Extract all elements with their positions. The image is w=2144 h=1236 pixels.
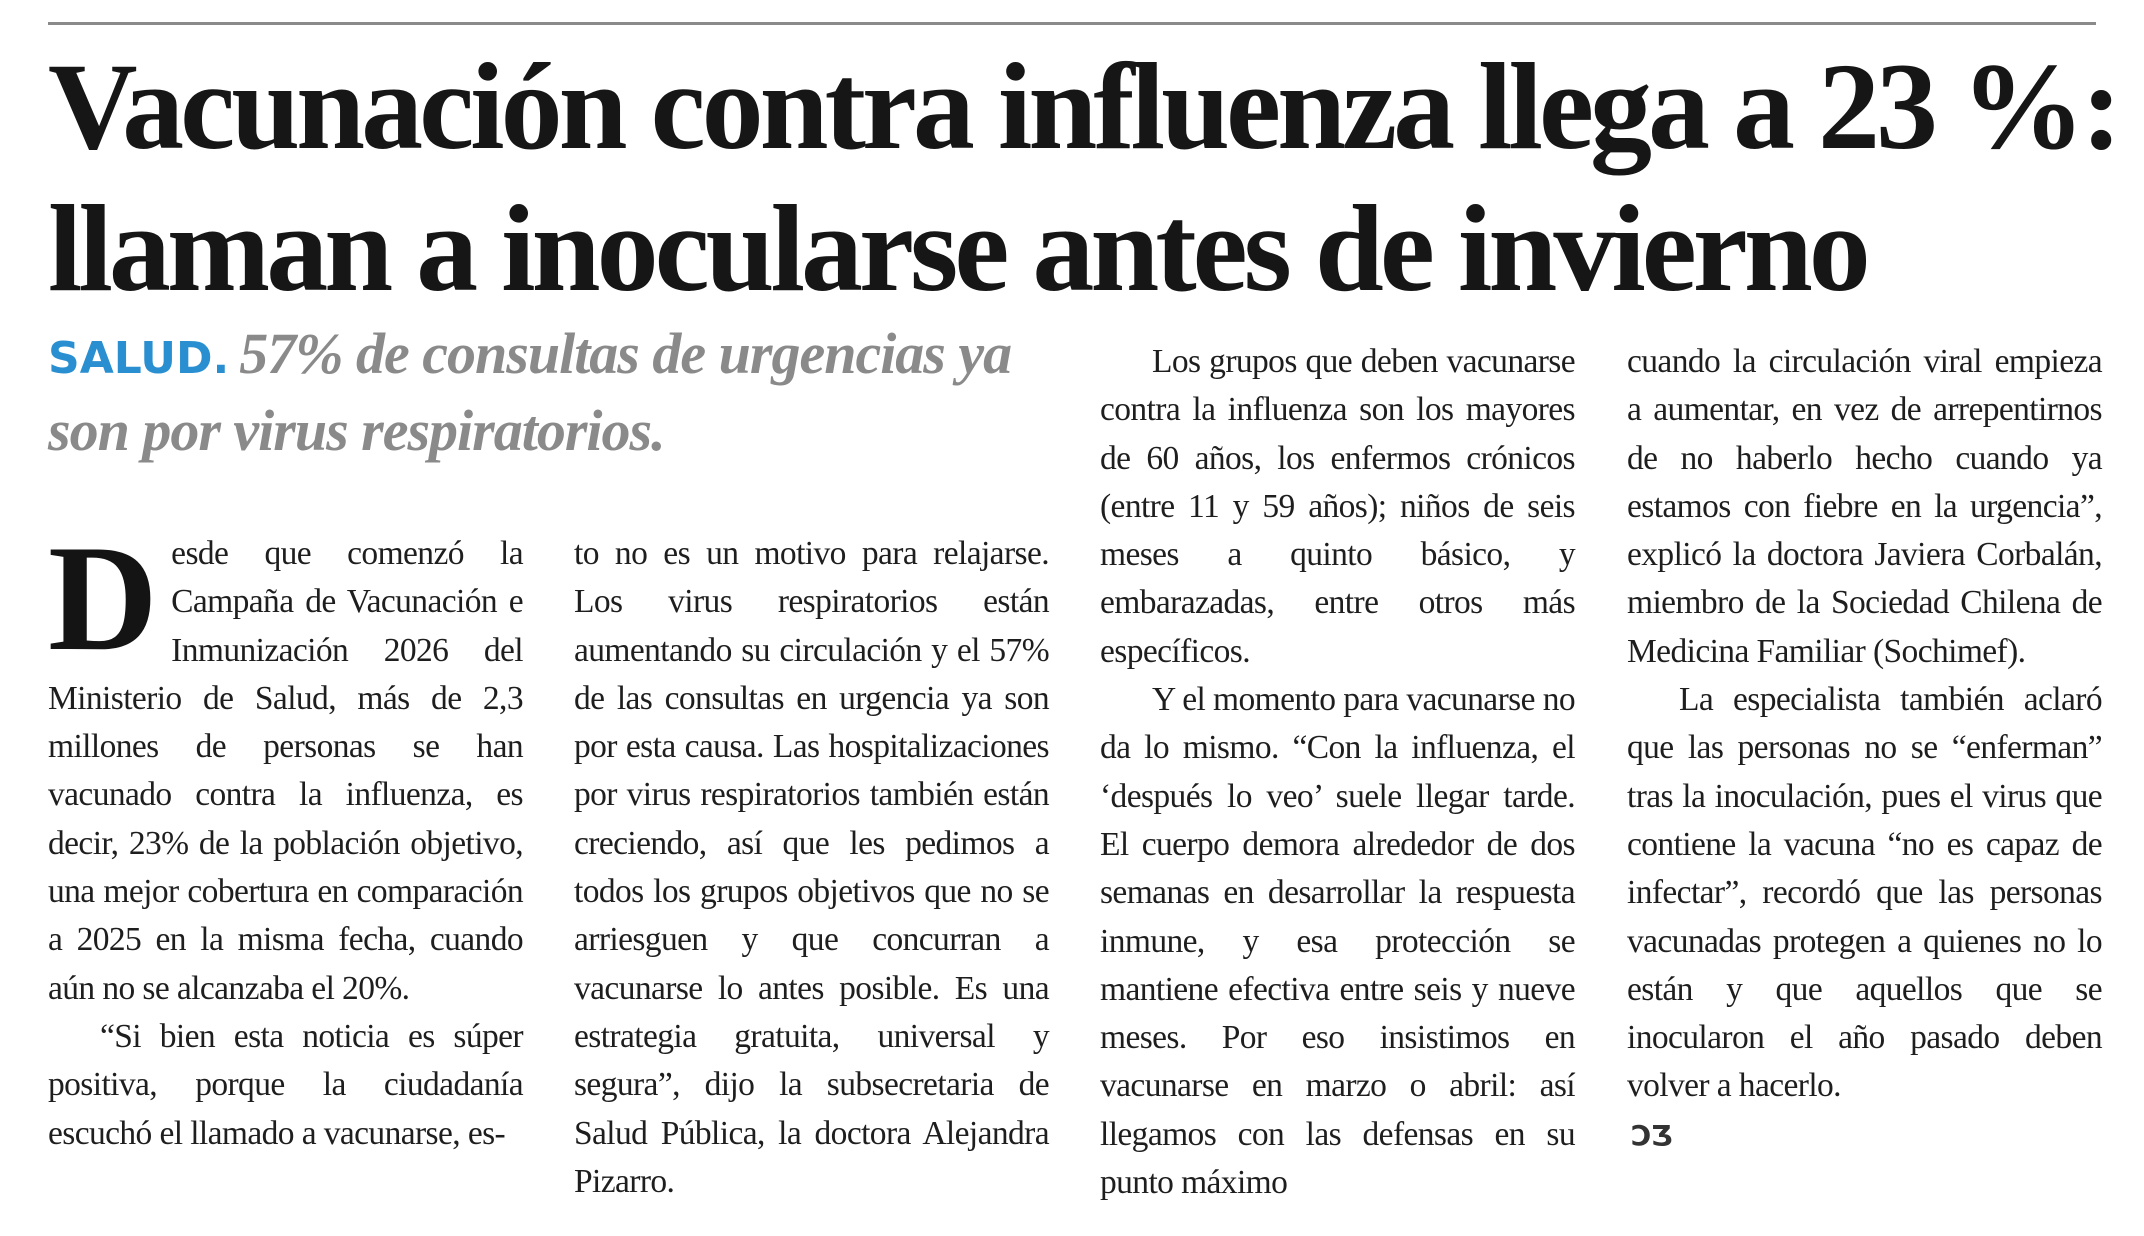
headline-line-2: llaman a inocularse antes de invierno [48,180,1867,317]
article-paragraph [1627,338,2102,676]
paragraph-text: to no es un motivo para relajarse. Los virus respiratorios están aumentando su circulación y el 57% de las consultas en urgencia ya son por esta causa. Las hospitalizaciones por virus respiratorios también están creciendo, así que les pedimos a todos los grupos objetivos que no se arriesguen y que concurran a vacunarse lo antes posible. Es una estrategia gratuita, universal y segura”, dijo la subsecretaria de Salud Pública, la doctora Alejandra Pizarro. [574,535,1049,1200]
drop-cap: D [48,514,158,682]
lead-deck [48,318,1058,467]
paragraph-text: Y el momento para vacunarse no da lo mismo. “Con la influenza, el ‘después lo veo’ suele llegar tarde. El cuerpo demora alrededor de dos semanas en desarrollar la respuesta inmune, y esa protección se mantiene efectiva entre seis y nueve meses. Por eso insistimos en vacunarse en marzo o abril: así llegamos con las defensas en su punto máximo [1100,681,1575,1202]
paragraph-text: cuando la circulación viral empieza a aumentar, en vez de arrepentirnos de no haberlo hecho cuando ya estamos con fiebre en la urgencia”, explicó la doctora Javiera Corbalán, miembro de la Sociedad Chilena de Medicina Familiar (Sochimef). [1627,343,2102,670]
article-column-1 [48,514,523,1158]
paragraph-text: esde que comenzó la Campaña de Vacunación e Inmunización 2026 del Ministerio de Salud, más de 2,3 millones de personas se han vacunado contra la influenza, es decir, 23% de la población objetivo, una mejor cobertura en comparación a 2025 en la misma fecha, cuando aún no se alcanzaba el 20%. [48,535,523,1007]
paragraph-text: “Si bien esta noticia es súper positiva, porque la ciudadanía escuchó el llamado a vacunarse, es- [48,1017,523,1152]
article-end [1627,1111,2102,1160]
article-column-3 [1100,338,1575,1207]
article-paragraph [574,530,1049,1206]
paragraph-text: Los grupos que deben vacunarse contra la influenza son los mayores de 60 años, los enfermos crónicos (entre 11 y 59 años); niños de seis meses a quinto básico, y embarazadas, entre otros más específicos. [1100,343,1575,670]
article-column-4 [1627,338,2102,1160]
headline [48,36,2119,320]
section-tag: SALUD. [48,333,230,384]
article-paragraph [48,1013,523,1158]
article-paragraph [1100,676,1575,1207]
article-paragraph [48,514,523,1013]
paragraph-text: La especialista también aclaró que las personas no se “enferman” tras la inoculación, pues el virus que contiene la vacuna “no es capaz de infectar”, recordó que las personas vacunadas protegen a quienes no lo están y que aquellos que se inocularon el año pasado deben volver a hacerlo. [1627,681,2102,1105]
end-mark: ƆƷ [1631,1118,1672,1152]
article-paragraph [1100,338,1575,676]
lead-text: 57% de consultas de urgencias ya son por virus respiratorios. [48,321,1012,463]
top-rule [48,22,2096,25]
article-paragraph [1627,676,2102,1111]
headline-line-1: Vacunación contra influenza llega a 23 %: [48,38,2119,175]
article-column-2 [574,530,1049,1206]
